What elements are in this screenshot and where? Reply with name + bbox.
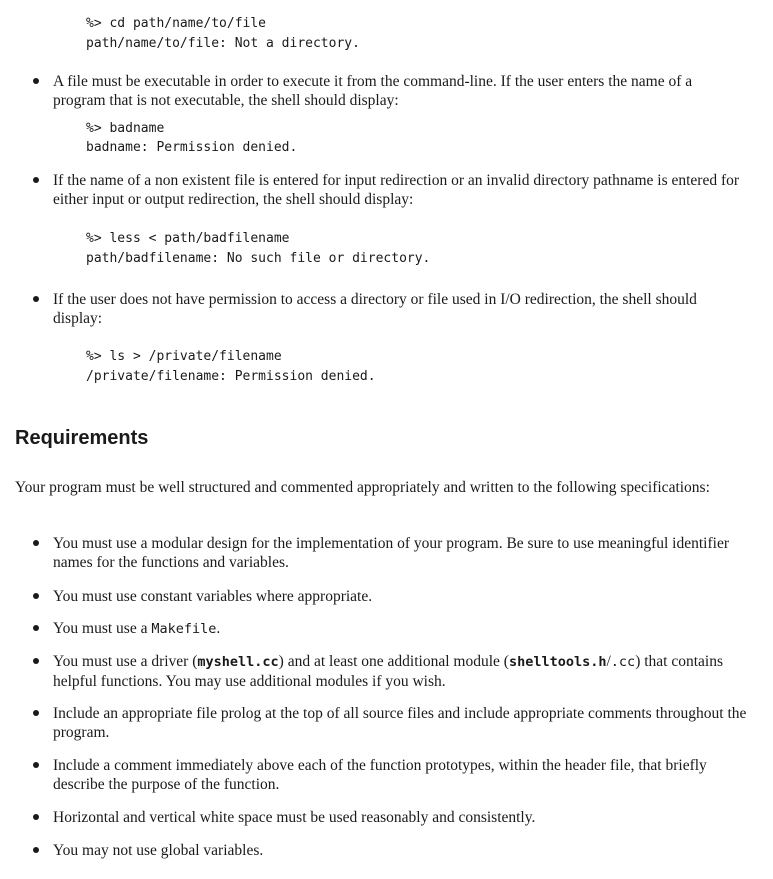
bullet-icon <box>33 625 39 631</box>
code-inline: shelltools.h <box>508 654 607 670</box>
list-item-text: ) and at least one additional module ( <box>278 653 509 670</box>
code-inline: myshell.cc <box>197 654 279 670</box>
code-line: %> cd path/name/to/file <box>86 16 267 31</box>
list-item-text: You must use a modular design for the implementation of your program. Be sure to use meaningful identifier names for the functions and variables. <box>53 535 729 571</box>
list-item-text: You must use constant variables where appropriate. <box>53 588 373 605</box>
code-line: path/name/to/file: Not a directory. <box>86 36 360 51</box>
bullet-icon <box>33 296 39 302</box>
bullet-icon <box>33 710 39 716</box>
list-item-text: Include an appropriate file prolog at the top of all source files and include appropriate comments throughout the program. <box>53 705 747 741</box>
list-item <box>53 619 747 639</box>
list-item-text: If the user does not have permission to access a directory or file used in I/O redirection, the shell should display: <box>53 291 697 327</box>
code-line: %> badname <box>86 121 165 136</box>
list-item-text: Include a comment immediately above each of the function prototypes, within the header file, that briefly describe the purpose of the function. <box>53 757 707 793</box>
code-inline: .cc <box>610 654 636 670</box>
code-line: %> less < path/badfilename <box>86 231 290 246</box>
list-item-text: You may not use global variables. <box>53 842 264 859</box>
list-item-text: A file must be executable in order to execute it from the command-line. If the user enters the name of a program that is not executable, the shell should display: <box>53 73 693 109</box>
bullet-icon <box>33 593 39 599</box>
code-line: /private/filename: Permission denied. <box>86 369 376 384</box>
section-heading: Requirements <box>15 427 149 449</box>
code-line: %> ls > /private/filename <box>86 349 282 364</box>
list-item-text: You must use a driver ( <box>53 653 198 670</box>
list-item-text: ) that contains helpful functions. You may use additional modules if you wish. <box>53 653 723 690</box>
bullet-icon <box>33 177 39 183</box>
code-line: path/badfilename: No such file or directory. <box>86 251 431 266</box>
bullet-icon <box>33 762 39 768</box>
intro-paragraph: Your program must be well structured and commented appropriately and written to the following specifications: <box>15 479 710 496</box>
code-line: badname: Permission denied. <box>86 140 298 155</box>
code-inline: Makefile <box>151 621 217 637</box>
list-item <box>53 652 747 691</box>
bullet-icon <box>33 540 39 546</box>
list-item-text: / <box>606 653 611 670</box>
bullet-icon <box>33 658 39 664</box>
bullet-icon <box>33 814 39 820</box>
list-item-text: If the name of a non existent file is entered for input redirection or an invalid directory pathname is entered for either input or output redirection, the shell should display: <box>53 172 740 208</box>
list-item-text: Horizontal and vertical white space must be used reasonably and consistently. <box>53 809 536 826</box>
bullet-icon <box>33 78 39 84</box>
list-item-text: You must use a <box>53 620 152 637</box>
list-item-text: . <box>216 620 221 637</box>
bullet-icon <box>33 847 39 853</box>
